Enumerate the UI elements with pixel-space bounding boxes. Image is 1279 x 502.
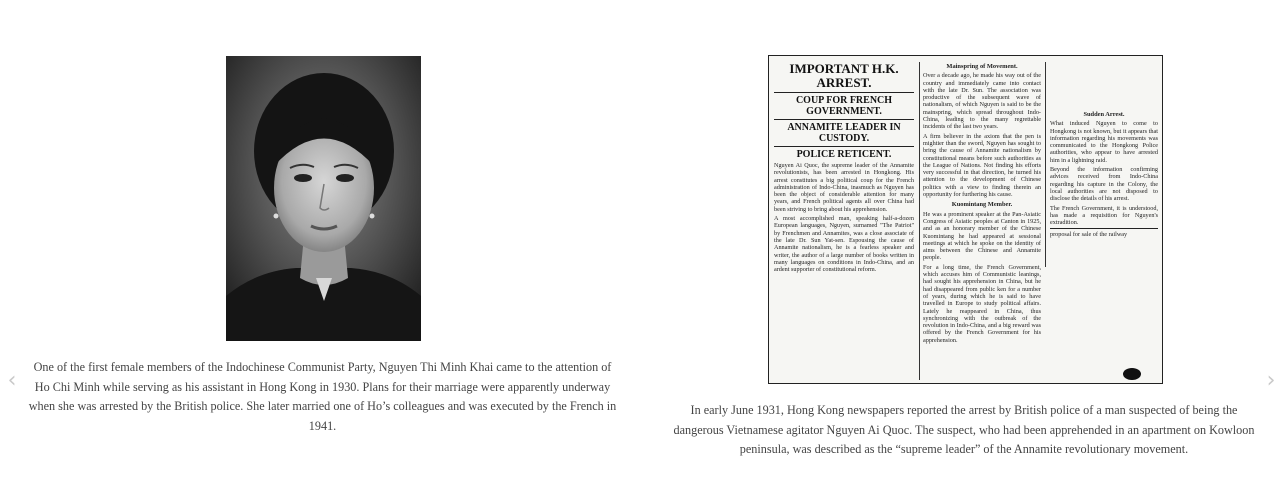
clipping-column-2 [923,60,1041,346]
clipping-paragraph: The French Government, it is understood, has made a requisition for Nguyen's extradition. [1050,204,1158,227]
clipping-paragraph: Nguyen Ai Quoc, the supreme leader of the Annamite revolutionists, has been arrested in Hongkong. His arrest constitutes a big political coup for the French administration of Indo-China, inasmuch as Nguyen has been the object of considerable attention for many years, and French political agents all over China had been striving to bring about his apprehension. [774,162,914,213]
newspaper-clipping [768,55,1163,384]
slide-caption: One of the first female members of the Indochinese Communist Party, Nguyen Thi Minh Khai came to the attention of Ho Chi Minh while serving as his assistant in Hong Kong in 1930. Plans for their marriage were apparently underway when she was arrested by the British police. She later married one of Ho’s colleagues and was executed by the French in 1941. [28,360,617,433]
clipping-subheading: Kuomintang Member. [951,201,1013,209]
clipping-paragraph: A firm believer in the axiom that the pen is mightier than the sword, Nguyen has sought to bring the cause of Annamite nationalism by constitutional means before such authorities as the League of Nations. Not finding his efforts very successful in that direction, he turned his attention to the development of Chinese politics with a view to finding therein an opportunity for furthering his cause. [923,132,1041,199]
clipping-headline: IMPORTANT H.K. ARREST. [789,61,899,90]
chevron-left-icon: ‹ [7,368,17,393]
clipping-subhead: COUP FOR FRENCH GOVERNMENT. [795,95,893,117]
clipping-paragraph: Beyond the information confirming advices received from Indo-China regarding his capture in the Colony, the local authorities are not disposed to disclose the details of his arrest. [1050,166,1158,203]
column-divider [919,62,920,380]
clipping-paragraph: He was a prominent speaker at the Pan-Asiatic Congress of Asiatic peoples at Canton in 1925, and as an honorary member of the Chinese Kuomintang he had appeared at sessional meetings at which he spoke on the identity of aims between the Chinese and Annamite people. [923,210,1041,262]
prev-slide-button[interactable] [3,368,21,394]
clipping-subhead: POLICE RETICENT. [796,149,892,160]
portrait-photo [226,56,421,341]
clipping-subheading: Sudden Arrest. [1083,111,1125,118]
clipping-paragraph: A most accomplished man, speaking half-a-dozen European languages, Nguyen, surnamed "The Patriot" by Frenchmen and Annamites, was a close associate of the late Dr. Sun Yat-sen. Espousing the cause of Annamite nationalism, he is a fearless speaker and writer, the author of a large number of books written in many languages on conditions in Indo-China, and an ardent supporter of constitutional reform. [774,215,914,274]
portrait-illustration [226,56,421,341]
slide-caption: In early June 1931, Hong Kong newspapers reported the arrest by British police of a man suspected of being the dangerous Vietnamese agitator Nguyen Ai Quoc. The suspect, who had been apprehended in an apartment on Kowloon peninsula, was described as the “supreme leader” of the Annamite revolutionary movement. [673,403,1255,457]
clipping-subheading: Mainspring of Movement. [946,63,1018,70]
clipping-column-1 [774,60,914,275]
chevron-right-icon: › [1266,368,1276,393]
clipping-column-3 [1050,108,1158,241]
clipping-paragraph: For a long time, the French Government, which accuses him of Communistic leanings, had sought his apprehension in China, but he had disappeared from public ken for a number of years, during which he is said to have travelled in Europe to study political affairs. Lately he reappeared in China, thus synchronizing with the outbreak of the revolution in Indo-China, and a big reward was offered by the French Government for his apprehension. [923,263,1041,344]
clipping-paragraph: What induced Nguyen to come to Hongkong is not known, but it appears that information regarding his movements was communicated to the Hongkong Police authorities, who appear to have arrested him in a lightning raid. [1050,120,1158,164]
next-slide-button[interactable] [1262,368,1279,394]
clipping-paragraph: Over a decade ago, he made his way out of the country and immediately came into contact with the late Dr. Sun. The association was productive of the subsequent wave of nationalism, of which Nguyen is said to be the mainspring, which spread throughout Indo-China, leading to the many regrettable incidents of the last two years. [923,72,1041,131]
clipping-paragraph: proposal for sale of the railway [1050,231,1128,239]
column-divider [1045,62,1046,267]
ink-blot [1121,366,1143,382]
clipping-subhead: ANNAMITE LEADER IN CUSTODY. [787,122,901,144]
